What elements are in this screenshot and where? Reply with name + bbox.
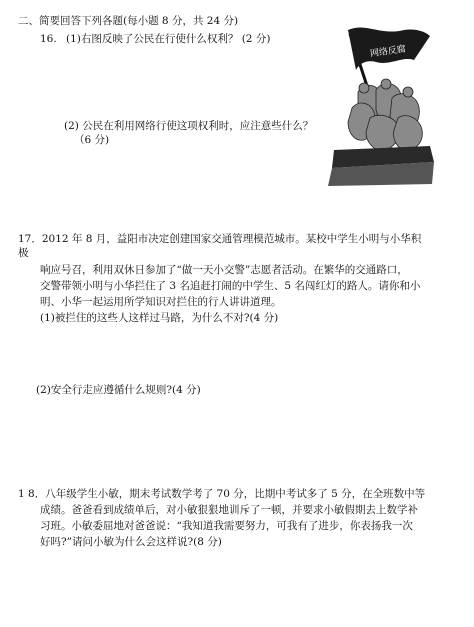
section-heading: 二、简要回答下列各题(每小题 8 分，共 24 分) bbox=[18, 15, 239, 27]
question-17-part2: (2)安全行走应遵循什么规则?(4 分) bbox=[36, 384, 201, 396]
question-18-line3: 习班。小敏委屈地对爸爸说：“我知道我需要努力，可我有了进步，你表扬我一次 bbox=[40, 520, 413, 532]
question-16-number: 16. bbox=[40, 33, 57, 45]
question-18-line4: 好吗?”请问小敏为什么会这样说?(8 分) bbox=[40, 536, 222, 548]
question-18-line1: 1 8．八年级学生小敏，期末考试数学考了 70 分，比期中考试多了 5 分，在全班数中等 bbox=[18, 488, 426, 500]
question-17-line2: 响应号召，利用双休日参加了“做一天小交警”志愿者活动。在繁华的交通路口， bbox=[40, 264, 408, 276]
question-17-line1-wrap: 极 bbox=[18, 247, 29, 259]
question-16-part1: (1)右图反映了公民在行使什么权利？ (2 分) bbox=[66, 33, 271, 45]
question-16-part2-line1: (2) 公民在利用网络行使这项权利时，应注意些什么？ bbox=[64, 120, 314, 132]
question-17-part1: (1)被拦住的这些人这样过马路，为什么不对?(4 分) bbox=[40, 312, 279, 324]
question-17-line4: 明、小华一起运用所学知识对拦住的行人讲讲道理。 bbox=[40, 296, 282, 308]
statue-figures bbox=[348, 79, 422, 150]
question-18-line2: 成绩。爸爸看到成绩单后，对小敏狠狠地训斥了一顿，并要求小敏假期去上数学补 bbox=[40, 504, 418, 516]
question-17-line3: 交警带领小明与小华拦住了 3 名追赶打闹的中学生、5 名闯红灯的路人。请你和小 bbox=[40, 280, 421, 292]
flag-text: 网络反腐 bbox=[369, 44, 407, 60]
question-17-line1: 17．2012 年 8 月，益阳市决定创建国家交通管理模范城市。某校中学生小明与小华积 bbox=[18, 233, 422, 245]
question-16-part2-line2: （6 分) bbox=[74, 134, 110, 146]
flag-raising-illustration bbox=[318, 22, 436, 187]
